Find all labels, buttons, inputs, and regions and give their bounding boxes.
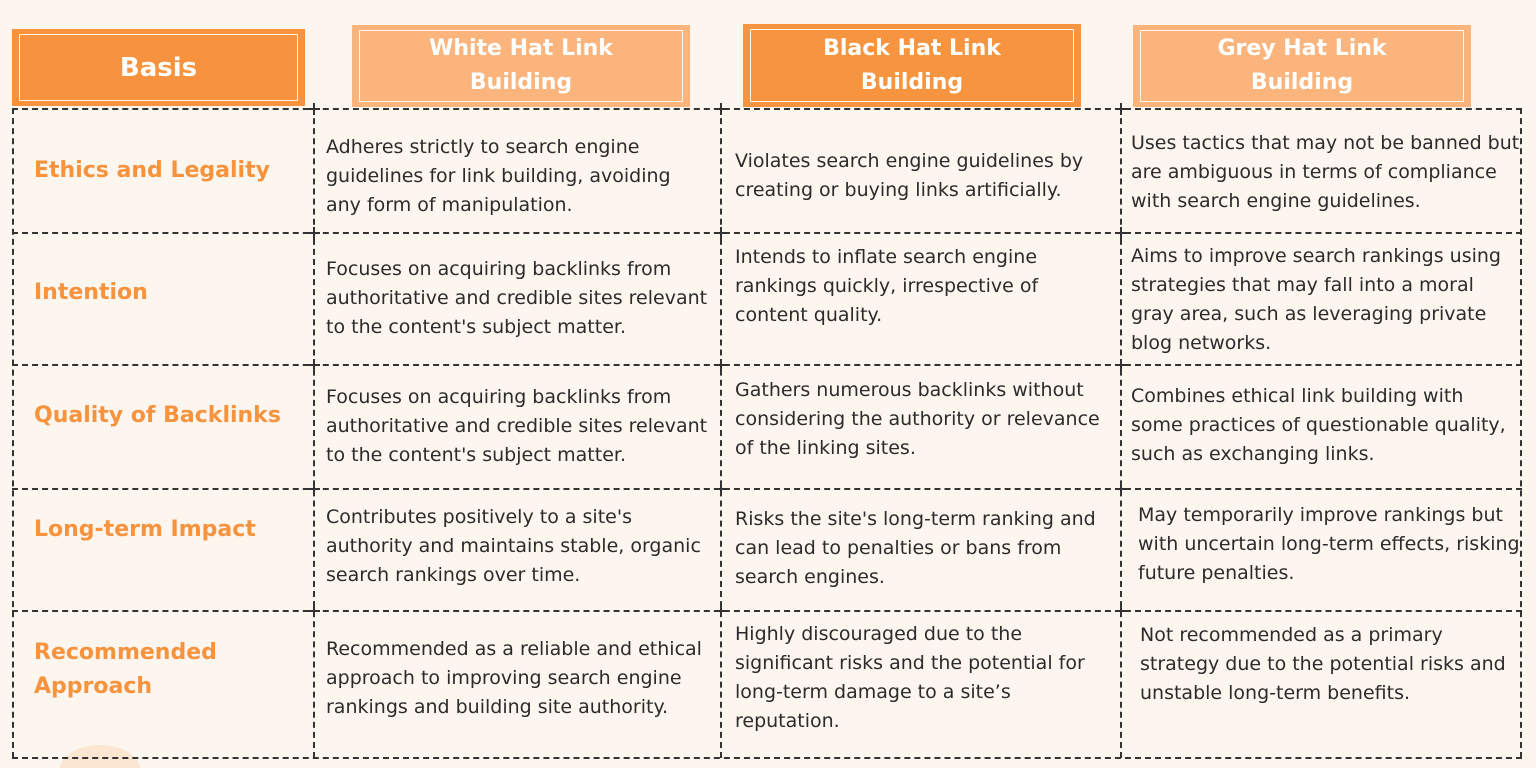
grid-line xyxy=(12,610,1522,612)
grid-intersection xyxy=(1115,227,1127,239)
grid-intersection xyxy=(715,103,727,115)
cell-grey-hat-quality: Combines ethical link building with some practices of questionable quality, such as exchanging links. xyxy=(1131,384,1506,465)
cell-white-hat-ethics: Adheres strictly to search engine guidelines for link building, avoiding any form of manipulation. xyxy=(326,135,671,216)
grid-intersection xyxy=(715,227,727,239)
row-basis-long-term: Long-term Impact xyxy=(34,517,256,542)
header-white-hat xyxy=(352,25,690,107)
grid-intersection xyxy=(715,483,727,495)
cell-black-hat-long-term: Risks the site's long-term ranking and can lead to penalties or bans from search engines. xyxy=(735,507,1096,588)
cell-black-hat-recommended: Highly discouraged due to the significant risks and the potential for long-term damage to a site’s reputation. xyxy=(735,623,1085,732)
grid-intersection xyxy=(308,605,320,617)
grid-intersection xyxy=(715,359,727,371)
header-basis-label: Basis xyxy=(119,52,198,83)
cell-white-hat-recommended: Recommended as a reliable and ethical approach to improving search engine rankings and building site authority. xyxy=(326,637,702,718)
grid-intersection xyxy=(1115,483,1127,495)
grid-line xyxy=(12,757,1522,759)
grid-line xyxy=(313,108,315,758)
header-basis xyxy=(12,29,305,106)
header-grey-hat-label: Grey Hat Link Building xyxy=(1217,36,1387,95)
grid-intersection xyxy=(1115,359,1127,371)
grid-line xyxy=(12,108,14,758)
grid-line xyxy=(1120,108,1122,758)
grid-intersection xyxy=(308,227,320,239)
header-white-hat-label: White Hat Link Building xyxy=(429,36,613,95)
grid-intersection xyxy=(308,359,320,371)
grid-intersection xyxy=(1115,103,1127,115)
header-black-hat-label: Black Hat Link Building xyxy=(823,35,1001,95)
grid-intersection xyxy=(308,103,320,115)
cell-grey-hat-recommended: Not recommended as a primary strategy due to the potential risks and unstable long-term benefits. xyxy=(1140,623,1506,704)
cell-grey-hat-intention: Aims to improve search rankings using strategies that may fall into a moral gray area, such as leveraging private blog networks. xyxy=(1131,245,1501,354)
cell-grey-hat-ethics: Uses tactics that may not be banned but are ambiguous in terms of compliance with search engine guidelines. xyxy=(1131,131,1520,212)
cell-grey-hat-long-term: May temporarily improve rankings but with uncertain long-term effects, risking future penalties. xyxy=(1138,503,1520,584)
header-black-hat xyxy=(743,24,1081,107)
cell-black-hat-intention: Intends to inflate search engine rankings quickly, irrespective of content quality. xyxy=(735,245,1039,326)
cell-white-hat-long-term: Contributes positively to a site's authority and maintains stable, organic search rankings over time. xyxy=(326,505,701,586)
cell-white-hat-intention: Focuses on acquiring backlinks from authoritative and credible sites relevant to the content's subject matter. xyxy=(326,257,708,338)
header-grey-hat xyxy=(1133,25,1471,107)
row-basis-ethics: Ethics and Legality xyxy=(34,158,270,183)
row-basis-intention: Intention xyxy=(34,280,148,305)
row-basis-quality: Quality of Backlinks xyxy=(34,403,281,428)
cell-black-hat-quality: Gathers numerous backlinks without considering the authority or relevance of the linking sites. xyxy=(735,378,1100,459)
grid-intersection xyxy=(1115,605,1127,617)
grid-line xyxy=(720,108,722,758)
row-basis-recommended: Recommended Approach xyxy=(34,640,217,699)
grid-intersection xyxy=(715,605,727,617)
cell-black-hat-ethics: Violates search engine guidelines by creating or buying links artificially. xyxy=(735,150,1084,201)
grid-intersection xyxy=(308,483,320,495)
cell-white-hat-quality: Focuses on acquiring backlinks from authoritative and credible sites relevant to the content's subject matter. xyxy=(326,385,708,466)
